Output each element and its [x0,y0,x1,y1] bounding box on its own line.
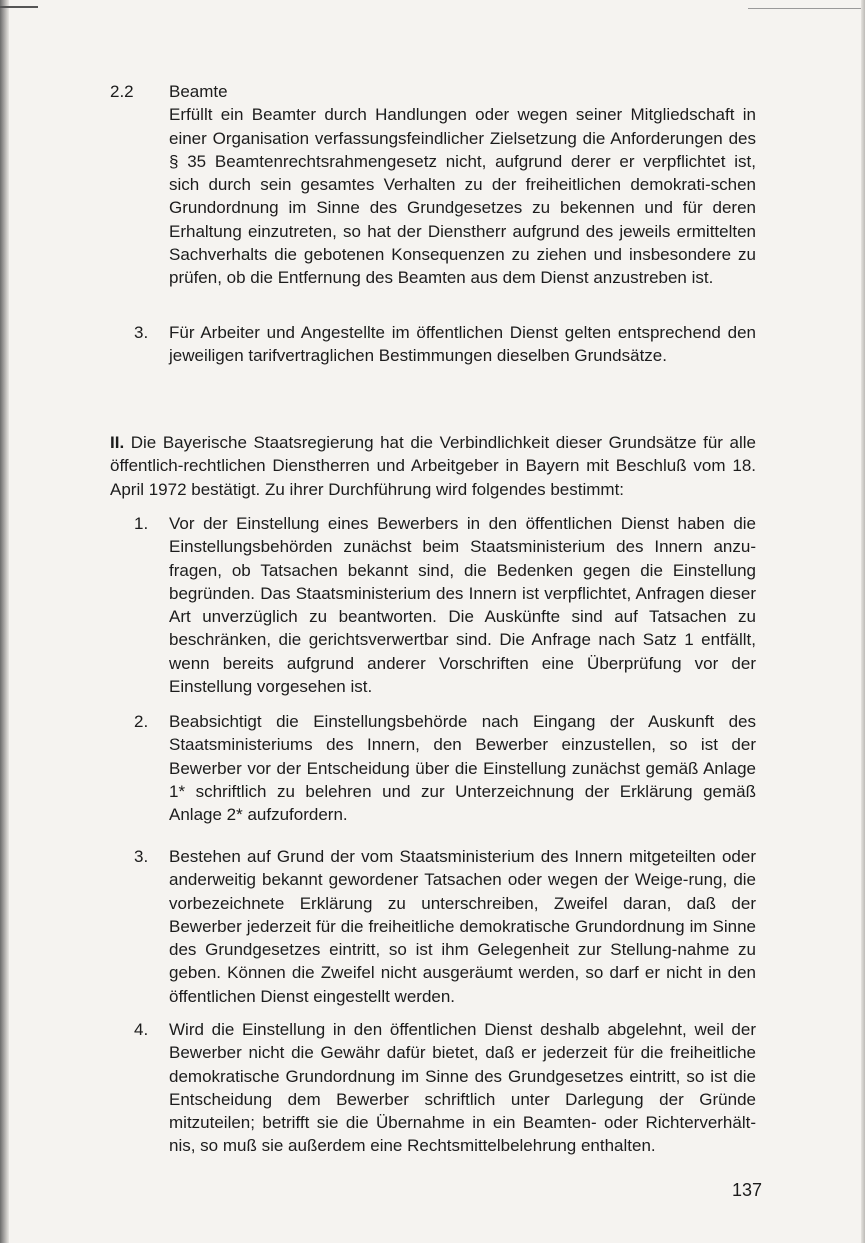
item-number: 2. [134,712,149,731]
section-2-2 [110,80,756,290]
item-text: Vor der Einstellung eines Bewerbers in den öffentlichen Dienst haben die Einstellungsbehörden zunächst beim Staatsministerium des Innern anzu-fragen, ob Tatsachen bekannt sind, die Bedenken gegen die Einstellung begründen. Das Staatsministerium des Innern ist verpflichtet, Anfragen dieser Art unverzüglich zu beantworten. Die Auskünfte sind auf Tatsachen zu beschränken, die gerichtsverwertbar sind. Die Anfrage nach Satz 1 entfällt, wenn bereits aufgrund anderer Vorschriften eine Überprüfung vor der Einstellung vorgesehen ist. [169,514,756,697]
item-text: Bestehen auf Grund der vom Staatsministerium des Innern mitgeteilten oder anderweitig bekannt gewordener Tatsachen oder wegen der Weige-rung, die vorbezeichnete Erklärung zu unterschreiben, Zweifel daran, daß der Bewerber jederzeit für die freiheitliche demokratische Grundordnung im Sinne des Grundgesetzes eintritt, so ist ihm Gelegenheit zur Stellung-nahme zu geben. Können die Zweifel nicht ausgeräumt werden, so darf er nicht in den öffentlichen Dienst eingestellt werden. [169,847,756,1006]
top-rule [748,8,865,9]
list-item [110,512,756,698]
part-ii-paragraph [110,431,756,501]
section-number: 2.2 [110,82,134,101]
item-text: Wird die Einstellung in den öffentlichen Dienst deshalb abgelehnt, weil der Bewerber nicht die Gewähr dafür bietet, daß er jederzeit für die freiheitliche demokratische Grundordnung im Sinne des Grundgesetzes eintritt, so ist die Entscheidung dem Bewerber schriftlich unter Darlegung der Gründe mitzuteilen; betrifft sie die Übernahme in ein Beamten- oder Richterverhält-nis, so muß sie außerdem eine Rechtsmittelbelehrung enthalten. [169,1020,756,1156]
section-paragraph: Für Arbeiter und Angestellte im öffentlichen Dienst gelten entsprechend den jeweiligen tarifvertraglichen Bestimmungen dieselben Grundsätze. [169,323,756,366]
item-text: Beabsichtigt die Einstellungsbehörde nach Eingang der Auskunft des Staatsministeriums des Innern, den Bewerber einzustellen, so ist der Bewerber vor der Entscheidung über die Einstellung zunächst gemäß Anlage 1* schriftlich zu belehren und zur Unterzeichnung der Erklärung gemäß Anlage 2* aufzufordern. [169,712,756,825]
section-3 [110,321,756,368]
page-edge [861,0,865,1243]
section-paragraph: Erfüllt ein Beamter durch Handlungen oder wegen seiner Mitgliedschaft in einer Organisation verfassungsfeindlicher Zielsetzung die Anforderungen des § 35 Beamtenrechtsrahmengesetz nicht, aufgrund derer er verpflichtet ist, sich durch sein gesamtes Verhalten zu der freiheitlichen demokrati-schen Grundordnung im Sinne des Grundgesetzes zu bekennen und für deren Erhaltung einzutreten, so hat der Dienstherr aufgrund des jeweils ermittelten Sachverhalts die gebotenen Konsequenzen zu ziehen und insbesondere zu prüfen, ob die Entfernung des Beamten aus dem Dienst anzustreben ist. [169,105,756,288]
item-number: 1. [134,514,149,533]
corner-mark [0,6,38,8]
book-binding-shadow [0,0,9,1243]
section-number: 3. [134,323,149,342]
part-marker: II. [110,433,125,452]
item-number: 3. [134,847,149,866]
list-item [110,845,756,1008]
page-number: 137 [732,1180,763,1200]
item-number: 4. [134,1020,149,1039]
list-item [110,710,756,826]
list-item [110,1018,756,1158]
section-heading: Beamte [169,82,228,101]
part-text: Die Bayerische Staatsregierung hat die Verbindlichkeit dieser Grundsätze für alle öffentlich-rechtlichen Dienstherren und Arbeitgeber in Bayern mit Beschluß vom 18. April 1972 bestätigt. Zu ihrer Durchführung wird folgendes bestimmt: [110,433,756,499]
